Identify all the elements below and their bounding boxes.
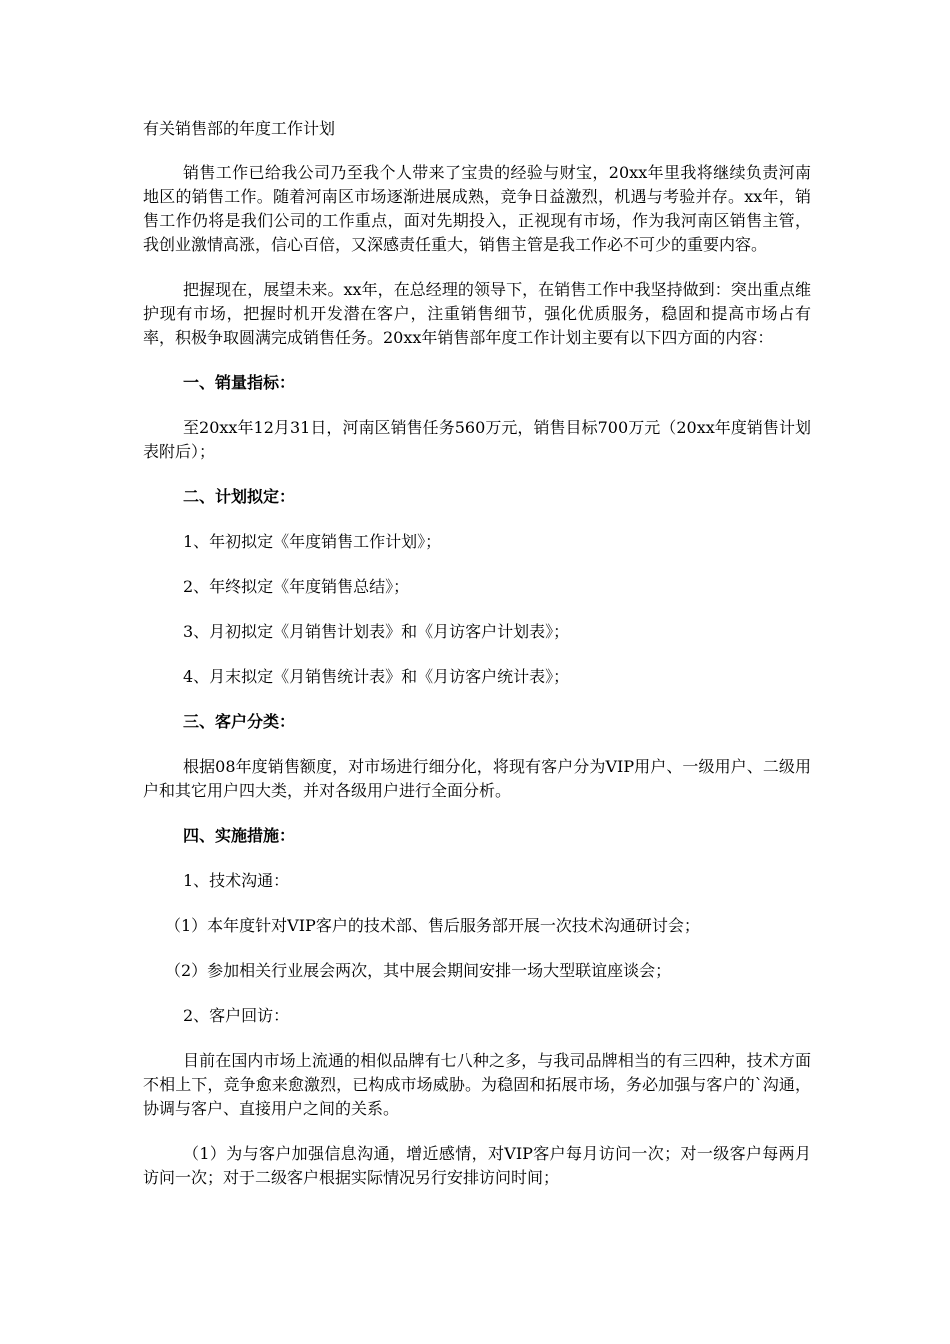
heading-sales-targets: 一、销量指标： [183,373,296,392]
measure-customer-visits-1: （1）为与客户加强信息沟通，增近感情，对VIP客户每月访问一次；对一级客户每两月访问一次；对于二级客户根据实际情况另行安排访问时间； [143,1144,811,1187]
document-page [143,117,811,1211]
plan-item-3: 3、月初拟定《月销售计划表》和《月访客户计划表》； [183,622,570,641]
measure-tech-communication-1: （1）本年度针对VIP客户的技术部、售后服务部开展一次技术沟通研讨会； [165,916,700,935]
paragraph-customer-classification: 根据08年度销售额度，对市场进行细分化，将现有客户分为VIP用户、一级用户、二级用户和其它用户四大类，并对各级用户进行全面分析。 [143,757,811,800]
measure-tech-communication: 1、技术沟通： [183,871,290,890]
paragraph-intro: 销售工作已给我公司乃至我个人带来了宝贵的经验与财宝，20xx年里我将继续负责河南地区的销售工作。随着河南区市场逐渐进展成熟，竞争日益激烈，机遇与考验并存。xx年，销售工作仍将是我们公司的工作重点，面对先期投入，正视现有市场，作为我河南区销售主管，我创业激情高涨，信心百倍，又深感责任重大，销售主管是我工作必不可少的重要内容。 [143,163,811,254]
paragraph-market-competition: 目前在国内市场上流通的相似品牌有七八种之多，与我司品牌相当的有三四种，技术方面不相上下，竞争愈来愈激烈，已构成市场威胁。为稳固和拓展市场，务必加强与客户的`沟通，协调与客户、直接用户之间的关系。 [143,1051,811,1118]
document-title: 有关销售部的年度工作计划 [143,119,336,138]
measure-tech-communication-2: （2）参加相关行业展会两次，其中展会期间安排一场大型联谊座谈会； [165,961,672,980]
plan-item-2: 2、年终拟定《年度销售总结》； [183,577,410,596]
heading-implementation-measures: 四、实施措施： [183,826,296,845]
plan-item-4: 4、月末拟定《月销售统计表》和《月访客户统计表》； [183,667,570,686]
heading-plan-drafting: 二、计划拟定： [183,487,296,506]
plan-item-1: 1、年初拟定《年度销售工作计划》； [183,532,442,551]
measure-customer-visits: 2、客户回访： [183,1006,290,1025]
paragraph-outlook: 把握现在，展望未来。xx年，在总经理的领导下，在销售工作中我坚持做到：突出重点维护现有市场，把握时机开发潜在客户，注重销售细节，强化优质服务，稳固和提高市场占有率，积极争取圆满完成销售任务。20xx年销售部年度工作计划主要有以下四方面的内容： [143,280,811,347]
heading-customer-classification: 三、客户分类： [183,712,296,731]
paragraph-sales-targets: 至20xx年12月31日，河南区销售任务560万元，销售目标700万元（20xx年度销售计划表附后）； [143,418,811,461]
